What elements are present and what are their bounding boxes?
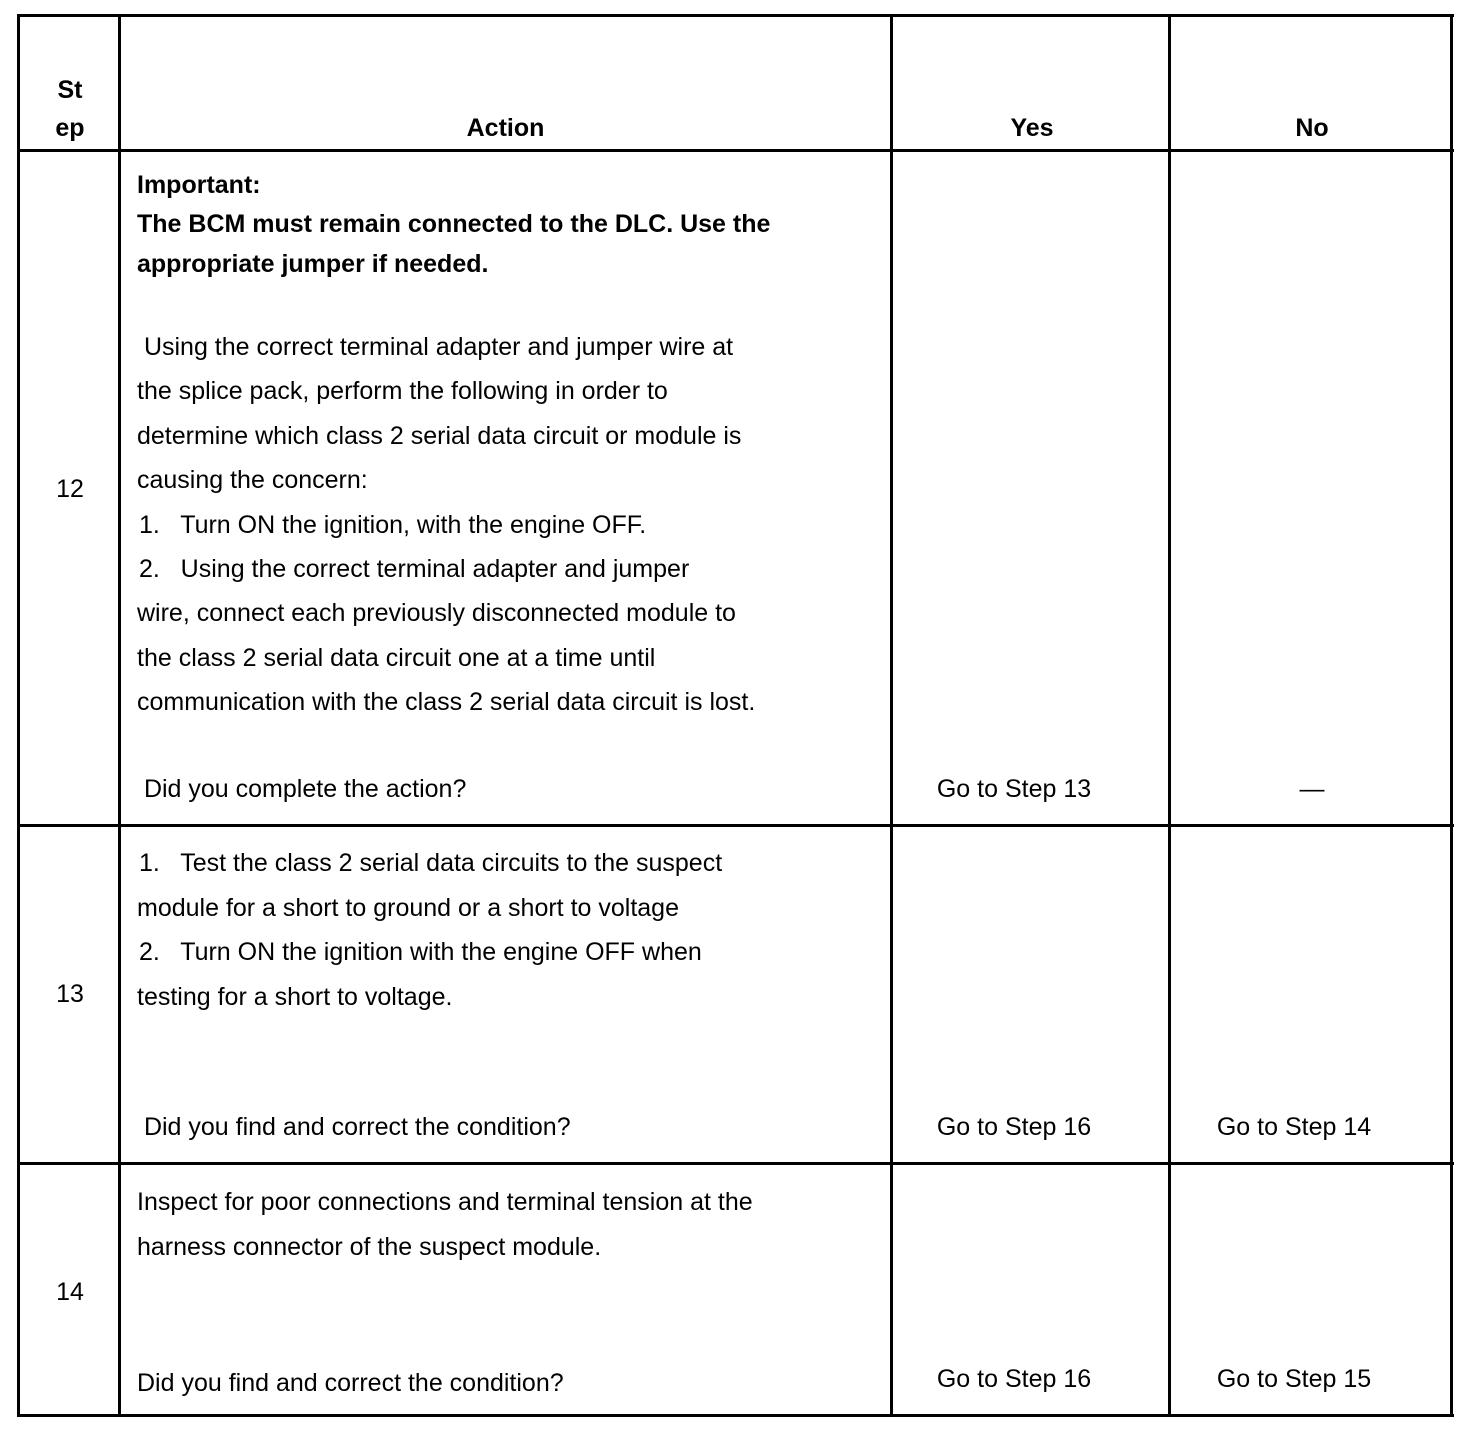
column-divider (118, 14, 121, 1417)
no-result: — (1299, 775, 1325, 803)
yes-result: Go to Step 16 (936, 1113, 1092, 1141)
action-text: the splice pack, perform the following in order to (137, 377, 668, 405)
action-text: the class 2 serial data circuit one at a time until (137, 644, 656, 672)
column-divider (890, 14, 893, 1417)
step-number: 13 (56, 980, 84, 1008)
table-border-left (17, 14, 20, 1417)
no-result: Go to Step 15 (1216, 1365, 1372, 1393)
action-text: wire, connect each previously disconnected module to (137, 599, 736, 627)
action-text: 2. Using the correct terminal adapter and jumper (139, 555, 690, 583)
action-text: 1. Test the class 2 serial data circuits to the suspect (139, 849, 723, 877)
step-number: 12 (56, 475, 84, 503)
header-no: No (1295, 114, 1329, 142)
header-yes: Yes (1010, 114, 1054, 142)
header-action: Action (466, 114, 545, 142)
action-text: testing for a short to voltage. (137, 983, 453, 1011)
row-divider (17, 1162, 1454, 1165)
no-result: Go to Step 14 (1216, 1113, 1372, 1141)
yes-result: Go to Step 16 (936, 1365, 1092, 1393)
action-text: communication with the class 2 serial data circuit is lost. (137, 688, 756, 716)
question-text: Did you find and correct the condition? (137, 1113, 571, 1141)
column-divider (1168, 14, 1171, 1417)
action-text: module for a short to ground or a short to voltage (137, 894, 679, 922)
important-text: appropriate jumper if needed. (137, 250, 489, 278)
action-text: causing the concern: (137, 466, 368, 494)
yes-result: Go to Step 13 (936, 775, 1092, 803)
table-border-right (1450, 14, 1453, 1417)
question-text: Did you find and correct the condition? (137, 1369, 564, 1397)
action-text: Using the correct terminal adapter and jumper wire at (137, 333, 734, 361)
table-border-top (17, 14, 1454, 17)
table-border-bottom (17, 1414, 1454, 1417)
important-label: Important: (137, 171, 261, 199)
action-text: Inspect for poor connections and terminal tension at the (137, 1188, 753, 1216)
important-text: The BCM must remain connected to the DLC. Use the (137, 210, 771, 238)
action-text: determine which class 2 serial data circuit or module is (137, 422, 742, 450)
action-text: 2. Turn ON the ignition with the engine OFF when (139, 938, 702, 966)
header-divider (17, 149, 1454, 152)
header-step-line2: ep (55, 114, 85, 142)
action-text: harness connector of the suspect module. (137, 1233, 602, 1261)
row-divider (17, 824, 1454, 827)
step-number: 14 (56, 1278, 84, 1306)
question-text: Did you complete the action? (137, 775, 467, 803)
header-step-line1: St (57, 76, 83, 104)
action-text: 1. Turn ON the ignition, with the engine OFF. (139, 511, 647, 539)
